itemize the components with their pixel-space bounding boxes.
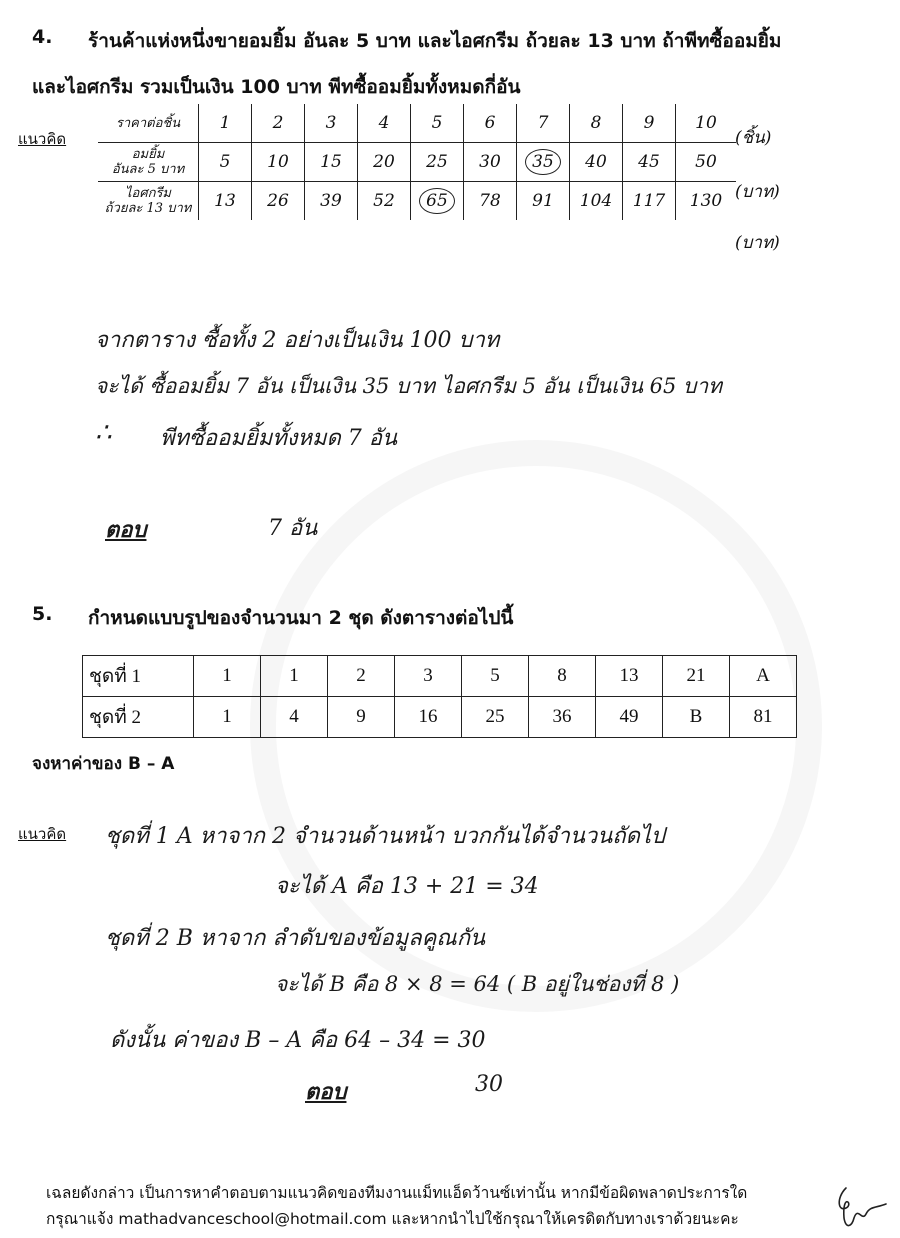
table-cell: 5 xyxy=(462,656,529,697)
row2-cell: 130 xyxy=(676,182,737,221)
problem5-number: 5. xyxy=(32,603,53,625)
row2-label-a: ไอศกรีม xyxy=(124,186,172,201)
footer-line1: เฉลยดังกล่าว เป็นการหาคำตอบตามแนวคิดของทีมงานแม็ทแอ็ดว้านซ์เท่านั้น หากมีข้อผิดพลาดประการใด xyxy=(46,1184,748,1202)
row2-cell: 78 xyxy=(464,182,517,221)
header-cell: 9 xyxy=(623,104,676,143)
circled-value: 35 xyxy=(525,149,561,175)
row1-cell-circled xyxy=(517,143,570,182)
problem4-question-line2: และไอศกรีม รวมเป็นเงิน 100 บาท พีทซื้ออมยิ้มทั้งหมดกี่อัน xyxy=(32,76,521,98)
row-header: ชุดที่ 1 xyxy=(83,656,194,697)
row1-cell: 15 xyxy=(305,143,358,182)
row1-cell: 5 xyxy=(199,143,252,182)
table-cell: 2 xyxy=(328,656,395,697)
problem4-number: 4. xyxy=(32,26,53,48)
row1-label-b: อันละ 5 บาท xyxy=(111,162,185,177)
table-cell: 16 xyxy=(395,697,462,738)
header-cell: 3 xyxy=(305,104,358,143)
problem4-work-line3: พีทซื้ออมยิ้มทั้งหมด 7 อัน xyxy=(160,426,398,451)
table-row xyxy=(98,182,736,221)
row1-cell: 30 xyxy=(464,143,517,182)
table-row xyxy=(83,697,797,738)
table-cell: 1 xyxy=(194,656,261,697)
problem5-table xyxy=(82,655,797,738)
table-row xyxy=(98,104,736,143)
row1-cell: 40 xyxy=(570,143,623,182)
row1-cell: 25 xyxy=(411,143,464,182)
problem5-work-line5: ดังนั้น ค่าของ B – A คือ 64 – 34 = 30 xyxy=(110,1028,486,1053)
table-cell: A xyxy=(730,656,797,697)
therefore-symbol: ∴ xyxy=(95,418,112,448)
row1-unit: (บาท) xyxy=(735,182,780,202)
problem5-question: กำหนดแบบรูปของจำนวนมา 2 ชุด ดังตารางต่อไปนี้ xyxy=(88,607,514,629)
row1-label-a: อมยิ้ม xyxy=(131,147,165,162)
table-cell: 1 xyxy=(194,697,261,738)
footer-line2: กรุณาแจ้ง mathadvanceschool@hotmail.com และหากนำไปใช้กรุณาให้เครดิตกับทางเราด้วยนะคะ xyxy=(46,1210,739,1228)
table-row xyxy=(83,656,797,697)
problem4-work-line2: จะได้ ซื้ออมยิ้ม 7 อัน เป็นเงิน 35 บาท ไอศกรีม 5 อัน เป็นเงิน 65 บาท xyxy=(95,374,723,398)
circled-value: 65 xyxy=(419,188,455,214)
table-cell: 25 xyxy=(462,697,529,738)
row1-cell: 50 xyxy=(676,143,737,182)
row1-label xyxy=(98,143,199,182)
problem5-answer-label: ตอบ xyxy=(305,1079,347,1105)
row-header: ชุดที่ 2 xyxy=(83,697,194,738)
problem4-answer-value: 7 อัน xyxy=(268,516,318,541)
row2-cell: 39 xyxy=(305,182,358,221)
problem5-work-line2: จะได้ A คือ 13 + 21 = 34 xyxy=(275,874,539,899)
header-cell: 10 xyxy=(676,104,737,143)
row2-cell: 26 xyxy=(252,182,305,221)
table-cell: 4 xyxy=(261,697,328,738)
header-cell: 4 xyxy=(358,104,411,143)
table-cell: 9 xyxy=(328,697,395,738)
row1-cell: 45 xyxy=(623,143,676,182)
problem5-work-line3: ชุดที่ 2 B หาจาก ลำดับของข้อมูลคูณกัน xyxy=(105,926,486,951)
header-cell: 1 xyxy=(199,104,252,143)
signature-icon xyxy=(832,1178,888,1234)
problem4-work-line1: จากตาราง ซื้อทั้ง 2 อย่างเป็นเงิน 100 บาท xyxy=(95,328,500,353)
problem5-find: จงหาค่าของ B – A xyxy=(32,754,175,774)
problem5-work-line4: จะได้ B คือ 8 × 8 = 64 ( B อยู่ในช่องที่ 8 ) xyxy=(275,972,680,996)
table-cell: 1 xyxy=(261,656,328,697)
row2-cell-circled xyxy=(411,182,464,221)
table-cell: 3 xyxy=(395,656,462,697)
problem4-answer-label: ตอบ xyxy=(105,517,147,543)
header-label: ราคาต่อชิ้น xyxy=(98,104,199,143)
problem4-concept-label: แนวคิด xyxy=(18,130,67,148)
row1-cell: 10 xyxy=(252,143,305,182)
table-cell: 8 xyxy=(529,656,596,697)
table-cell: 81 xyxy=(730,697,797,738)
header-cell: 7 xyxy=(517,104,570,143)
problem5-answer-value: 30 xyxy=(475,1072,503,1097)
table-cell: 21 xyxy=(663,656,730,697)
problem5-work-line1: ชุดที่ 1 A หาจาก 2 จำนวนด้านหน้า บวกกันได้จำนวนถัดไป xyxy=(105,824,665,849)
table-cell: B xyxy=(663,697,730,738)
problem4-table xyxy=(98,104,736,220)
table-cell: 49 xyxy=(596,697,663,738)
problem4-question-line1: ร้านค้าแห่งหนึ่งขายอมยิ้ม อันละ 5 บาท และไอศกรีม ถ้วยละ 13 บาท ถ้าพีทซื้ออมยิ้ม xyxy=(88,30,782,52)
header-cell: 8 xyxy=(570,104,623,143)
table-row xyxy=(98,143,736,182)
row2-cell: 104 xyxy=(570,182,623,221)
row2-label xyxy=(98,182,199,221)
row2-cell: 117 xyxy=(623,182,676,221)
row2-cell: 91 xyxy=(517,182,570,221)
row1-cell: 20 xyxy=(358,143,411,182)
header-cell: 2 xyxy=(252,104,305,143)
table-cell: 36 xyxy=(529,697,596,738)
row2-unit: (บาท) xyxy=(735,233,780,253)
row2-cell: 13 xyxy=(199,182,252,221)
header-cell: 5 xyxy=(411,104,464,143)
problem5-concept-label: แนวคิด xyxy=(18,825,67,843)
table-cell: 13 xyxy=(596,656,663,697)
row2-cell: 52 xyxy=(358,182,411,221)
header-cell: 6 xyxy=(464,104,517,143)
row2-label-b: ถ้วยละ 13 บาท xyxy=(104,201,192,216)
header-unit: (ชิ้น) xyxy=(735,128,772,148)
